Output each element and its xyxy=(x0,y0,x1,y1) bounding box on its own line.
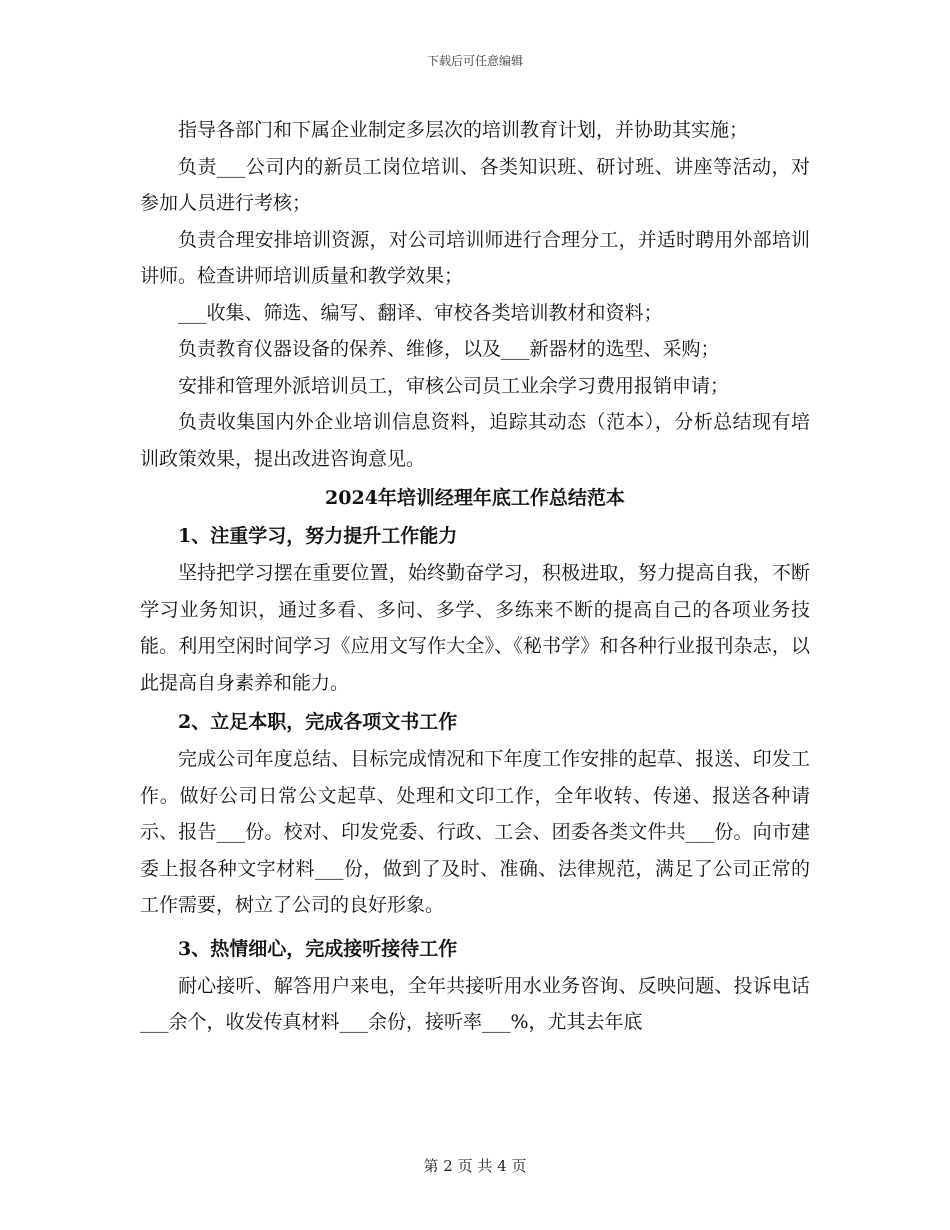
section-body: 坚持把学习摆在重要位置，始终勤奋学习，积极进取，努力提高自我，不断学习业务知识，通过多看、多问、多学、多练来不断的提高自己的各项业务技能。利用空闲时间学习《应用文写作大全》、《秘书学》和各种行业报刊杂志，以此提高自身素养和能力。 xyxy=(140,562,810,694)
paragraph: 负责合理安排培训资源，对公司培训师进行合理分工，并适时聘用外部培训讲师。检查讲师培训质量和教学效果； xyxy=(140,228,810,287)
page-header: 下载后可任意编辑 xyxy=(426,54,523,68)
document-body xyxy=(140,112,810,1041)
paragraph: 指导各部门和下属企业制定多层次的培训教育计划，并协助其实施； xyxy=(178,119,749,141)
section-heading: 2、立足本职，完成各项文书工作 xyxy=(178,711,458,733)
paragraph: 负责教育仪器设备的保养、维修，以及___新器材的选型、采购； xyxy=(178,338,720,360)
section-heading: 1、注重学习，努力提升工作能力 xyxy=(178,525,458,547)
page-number: 第 2 页 共 4 页 xyxy=(423,1157,527,1175)
section-heading: 3、热情细心，完成接听接待工作 xyxy=(178,937,458,960)
paragraph: ___收集、筛选、编写、翻译、审校各类培训教材和资料； xyxy=(178,301,663,324)
paragraph: 负责收集国内外企业培训信息资料，追踪其动态（范本），分析总结现有培训政策效果，提出改进咨询意见。 xyxy=(140,411,810,470)
paragraph: 负责___公司内的新员工岗位培训、各类知识班、研讨班、讲座等活动，对参加人员进行考核； xyxy=(140,155,810,214)
section-body: 耐心接听、解答用户来电，全年共接听用水业务咨询、反映问题、投诉电话___余个，收发传真材料___余份，接听率___%，尤其去年底 xyxy=(140,974,810,1033)
paragraph: 安排和管理外派培训员工，审核公司员工业余学习费用报销申请； xyxy=(178,374,730,397)
document-title: 2024年培训经理年底工作总结范本 xyxy=(325,487,625,509)
section-body: 完成公司年度总结、目标完成情况和下年度工作安排的起草、报送、印发工作。做好公司日常公文起草、处理和文印工作，全年收转、传递、报送各种请示、报告___份。校对、印发党委、行政、工会、团委各类文件共___份。向市建委上报各种文字材料___份，做到了及时、准确、法律规范，满足了公司正常的工作需要，树立了公司的良好形象。 xyxy=(140,748,810,916)
